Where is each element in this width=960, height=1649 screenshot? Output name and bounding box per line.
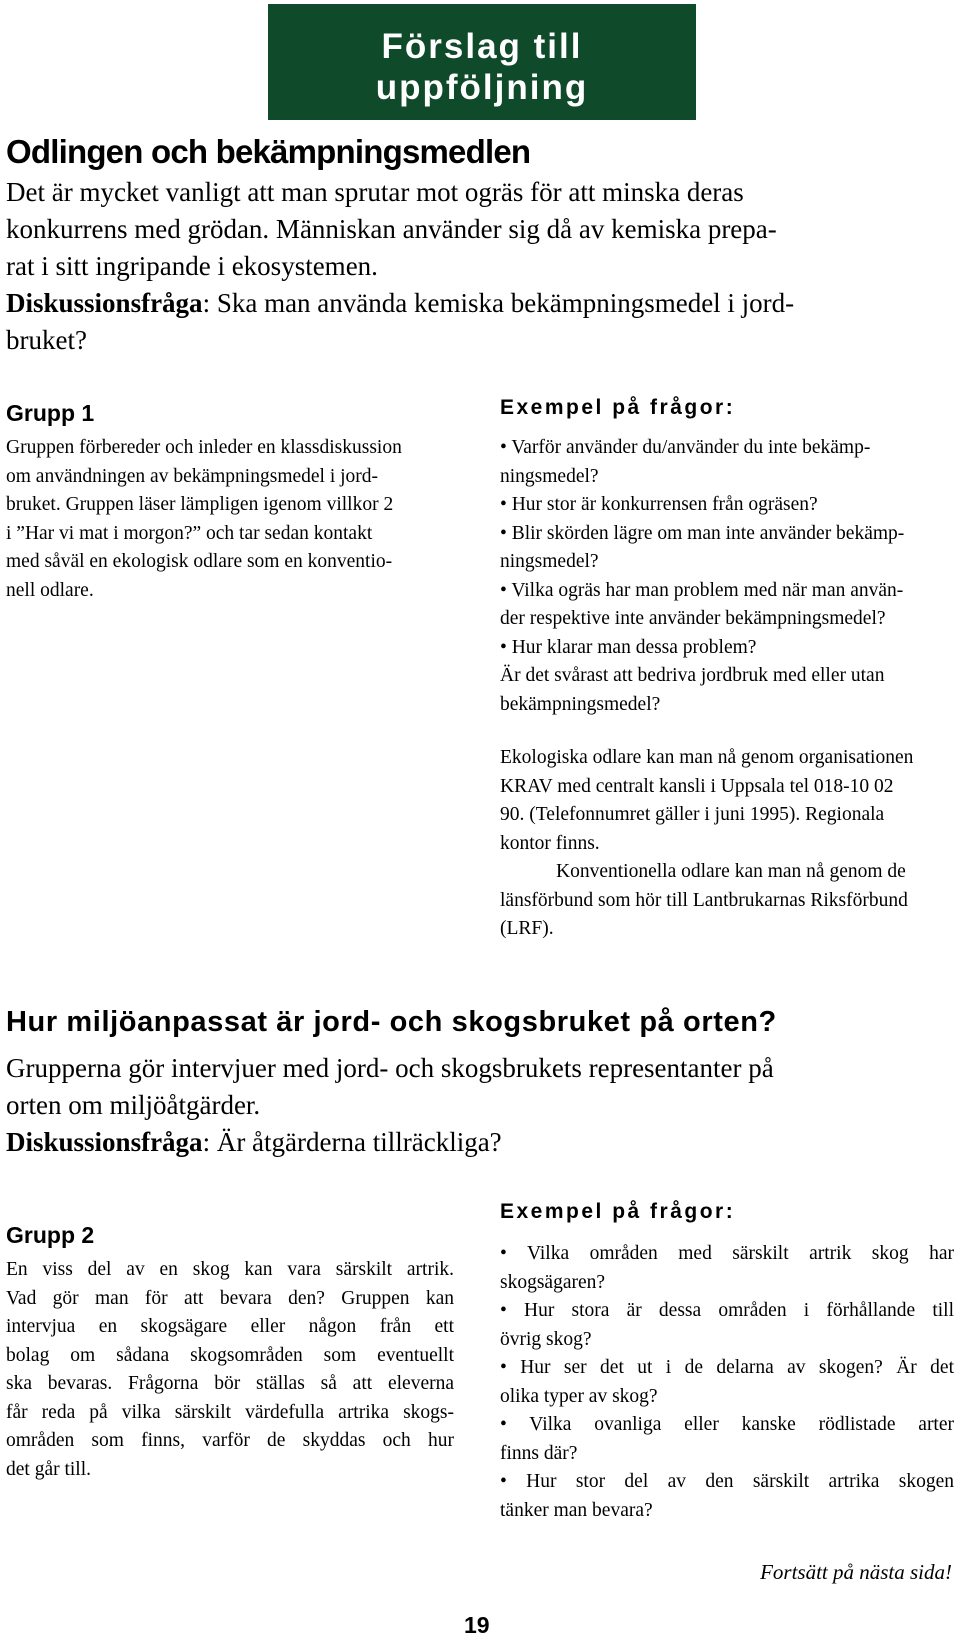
discussion-question bbox=[6, 1124, 954, 1161]
examples2-title: Exempel på frågor: bbox=[500, 1200, 736, 1223]
question-item: • Hur klarar man dessa problem? bbox=[500, 636, 757, 658]
text-line: 90. (Telefonnumret gäller i juni 1995). Regionala bbox=[500, 804, 885, 825]
discussion-text: : Ska man använda kemiska bekämpningsmedel i jord- bbox=[202, 288, 795, 318]
question-item: • Hur stor är konkurrensen från ogräsen? bbox=[500, 494, 818, 515]
banner-line-1: Förslag till bbox=[381, 27, 583, 66]
question-item: finns där? bbox=[500, 1442, 578, 1464]
question-item: • Hur stor del av den särskilt artrika skogen bbox=[500, 1471, 954, 1492]
discussion-text-cont: bruket? bbox=[6, 325, 87, 355]
intro-line: Grupperna gör intervjuer med jord- och skogsbrukets representanter på bbox=[6, 1053, 774, 1083]
continue-note: Fortsätt på nästa sida! bbox=[760, 1560, 952, 1584]
text-line: (LRF). bbox=[500, 918, 554, 939]
discussion-label: Diskussionsfråga bbox=[6, 1127, 203, 1157]
question-item: • Vilka områden med särskilt artrik skog har bbox=[500, 1243, 954, 1264]
question-item: der respektive inte använder bekämpningsmedel? bbox=[500, 608, 886, 629]
question-item: • Varför använder du/använder du inte bekämp- bbox=[500, 437, 871, 458]
contact-info bbox=[500, 744, 954, 944]
discussion-question bbox=[6, 285, 954, 322]
section2-intro bbox=[6, 1050, 954, 1161]
question-item: • Blir skörden lägre om man inte använder bekämp- bbox=[500, 522, 905, 544]
question-item: skogsägaren? bbox=[500, 1271, 606, 1293]
text-line: kontor finns. bbox=[500, 832, 600, 854]
text-line: det går till. bbox=[6, 1458, 92, 1480]
text-line: med såväl en ekologisk odlare som en konventio- bbox=[6, 551, 393, 572]
examples1-list bbox=[500, 434, 954, 719]
question-item: övrig skog? bbox=[500, 1328, 592, 1350]
text-line: länsförbund som hör till Lantbrukarnas Riksförbund bbox=[500, 889, 908, 911]
text-line: om användningen av bekämpningsmedel i jord- bbox=[6, 465, 379, 487]
text-line: nell odlare. bbox=[6, 579, 94, 601]
question-item: ningsmedel? bbox=[500, 465, 599, 487]
text-line: områden som finns, varför de skyddas och hur bbox=[6, 1430, 454, 1451]
text-line: i ”Har vi mat i morgon?” och tar sedan kontakt bbox=[6, 522, 373, 544]
group1-title: Grupp 1 bbox=[6, 400, 95, 426]
text-line: ska bevaras. Frågorna bör ställas så att eleverna bbox=[6, 1373, 454, 1394]
examples2-list bbox=[500, 1240, 954, 1525]
question-item: Är det svårast att bedriva jordbruk med eller utan bbox=[500, 665, 885, 686]
text-line: En viss del av en skog kan vara särskilt artrik. bbox=[6, 1259, 454, 1280]
discussion-label: Diskussionsfråga bbox=[6, 288, 203, 318]
intro-line: konkurrens med grödan. Människan använder sig då av kemiska prepa- bbox=[6, 214, 777, 244]
text-line: intervjua en skogsägare eller någon från ett bbox=[6, 1316, 454, 1337]
text-line: Konventionella odlare kan man nå genom de bbox=[556, 861, 906, 882]
text-line: får reda på vilka särskilt värdefulla artrika skogs- bbox=[6, 1401, 454, 1423]
question-item: • Hur ser det ut i de delarna av skogen? Är det bbox=[500, 1357, 954, 1378]
discussion-text: : Är åtgärderna tillräckliga? bbox=[202, 1127, 502, 1157]
text-line: bolag om sådana skogsområden som eventuellt bbox=[6, 1344, 454, 1366]
question-item: bekämpningsmedel? bbox=[500, 693, 661, 715]
question-item: olika typer av skog? bbox=[500, 1385, 658, 1407]
group1-text bbox=[6, 434, 454, 605]
banner-line-2: uppföljning bbox=[375, 68, 589, 107]
question-item: • Vilka ovanliga eller kanske rödlistade arter bbox=[500, 1414, 954, 1435]
text-line: Vad gör man för att bevara den? Gruppen kan bbox=[6, 1287, 454, 1309]
text-line: Ekologiska odlare kan man nå genom organisationen bbox=[500, 747, 914, 768]
question-item: • Vilka ogräs har man problem med när man använ- bbox=[500, 579, 904, 601]
section1-intro bbox=[6, 174, 954, 359]
intro-line: Det är mycket vanligt att man sprutar mot ogräs för att minska deras bbox=[6, 177, 744, 207]
section2-title: Hur miljöanpassat är jord- och skogsbruket på orten? bbox=[6, 1006, 777, 1038]
intro-line: orten om miljöåtgärder. bbox=[6, 1090, 261, 1120]
question-item: ningsmedel? bbox=[500, 551, 599, 572]
section-banner bbox=[268, 4, 696, 120]
text-line: bruket. Gruppen läser lämpligen igenom villkor 2 bbox=[6, 494, 394, 515]
question-item: • Hur stora är dessa områden i förhållande till bbox=[500, 1300, 954, 1321]
text-line: Gruppen förbereder och inleder en klassdiskussion bbox=[6, 437, 402, 458]
question-item: tänker man bevara? bbox=[500, 1499, 653, 1521]
intro-line: rat i sitt ingripande i ekosystemen. bbox=[6, 251, 378, 281]
page-number: 19 bbox=[464, 1612, 490, 1638]
text-line: KRAV med centralt kansli i Uppsala tel 018-10 02 bbox=[500, 775, 894, 797]
section1-title: Odlingen och bekämpningsmedlen bbox=[6, 133, 531, 170]
group2-text bbox=[6, 1256, 454, 1484]
examples1-title: Exempel på frågor: bbox=[500, 396, 736, 419]
group2-title: Grupp 2 bbox=[6, 1222, 95, 1248]
